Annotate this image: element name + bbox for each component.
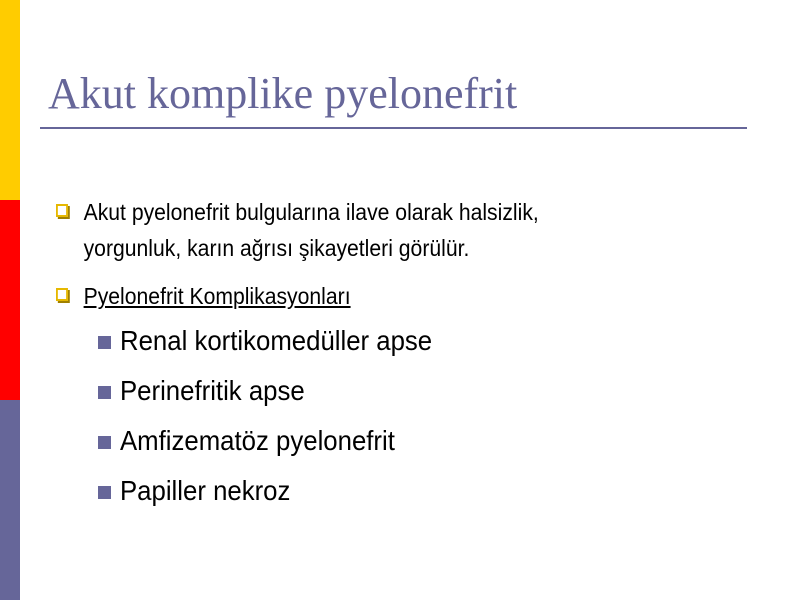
filled-square-bullet-icon [98,486,111,499]
hollow-square-bullet-icon [56,204,68,217]
filled-square-bullet-icon [98,386,111,399]
sub-bullet-text: Renal kortikomedüller apse [120,325,433,356]
hollow-square-bullet-icon [56,288,68,301]
filled-square-bullet-icon [98,436,111,449]
sub-bullet-text: Amfizematöz pyelonefrit [120,425,395,456]
bullet-text-line-2: yorgunluk, karın ağrısı şikayetleri görülür. [83,235,470,261]
bullet-text-line-1: Akut pyelonefrit bulgularına ilave olarak halsizlik, [83,199,539,225]
sub-bullet-text: Perinefritik apse [120,375,305,406]
sub-bullet-text: Papiller nekroz [120,475,291,506]
filled-square-bullet-icon [98,336,111,349]
bullet-text-complications: Pyelonefrit Komplikasyonları [83,283,351,309]
bullet-text [84,194,539,266]
slide-title: Akut komplike pyelonefrit [48,69,518,118]
